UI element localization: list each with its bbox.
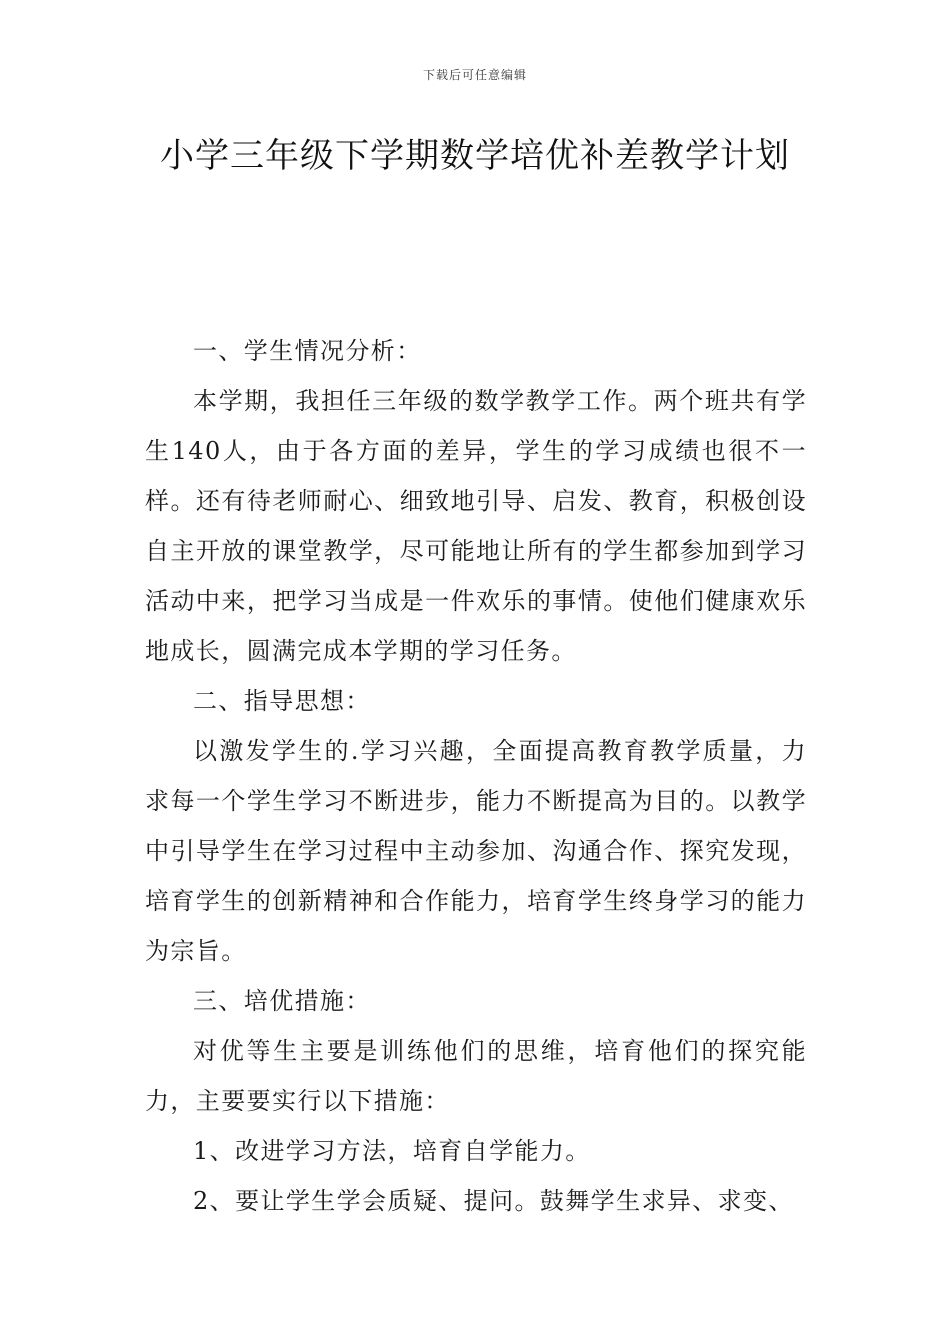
header-note: 下载后可任意编辑	[422, 68, 527, 82]
paragraph-guiding-thought: 以激发学生的.学习兴趣，全面提高教育教学质量，力求每一个学生学习不断进步，能力不断提高为目的。以教学中引导学生在学习过程中主动参加、沟通合作、探究发现，培育学生的创新精神和合作能力，培育学生终身学习的能力为宗旨。	[145, 737, 807, 965]
section-heading-student-analysis: 一、学生情况分析：	[193, 337, 422, 365]
section-heading-guiding-thought: 二、指导思想：	[193, 687, 371, 715]
paragraph-student-analysis: 本学期，我担任三年级的数学教学工作。两个班共有学生140人，由于各方面的差异，学生的学习成绩也很不一样。还有待老师耐心、细致地引导、启发、教育，积极创设自主开放的课堂教学，尽可能地让所有的学生都参加到学习活动中来，把学习当成是一件欢乐的事情。使他们健康欢乐地成长，圆满完成本学期的学习任务。	[145, 387, 807, 665]
list-item-measure-2: 2、要让学生学会质疑、提问。鼓舞学生求异、求变、	[193, 1187, 794, 1215]
section-heading-measures: 三、培优措施：	[193, 987, 371, 1015]
list-item-measure-1: 1、改进学习方法，培育自学能力。	[193, 1137, 591, 1165]
document-body	[145, 326, 807, 1226]
document-title: 小学三年级下学期数学培优补差教学计划	[160, 136, 790, 176]
paragraph-measures-intro: 对优等生主要是训练他们的思维，培育他们的探究能力，主要要实行以下措施：	[145, 1037, 807, 1115]
